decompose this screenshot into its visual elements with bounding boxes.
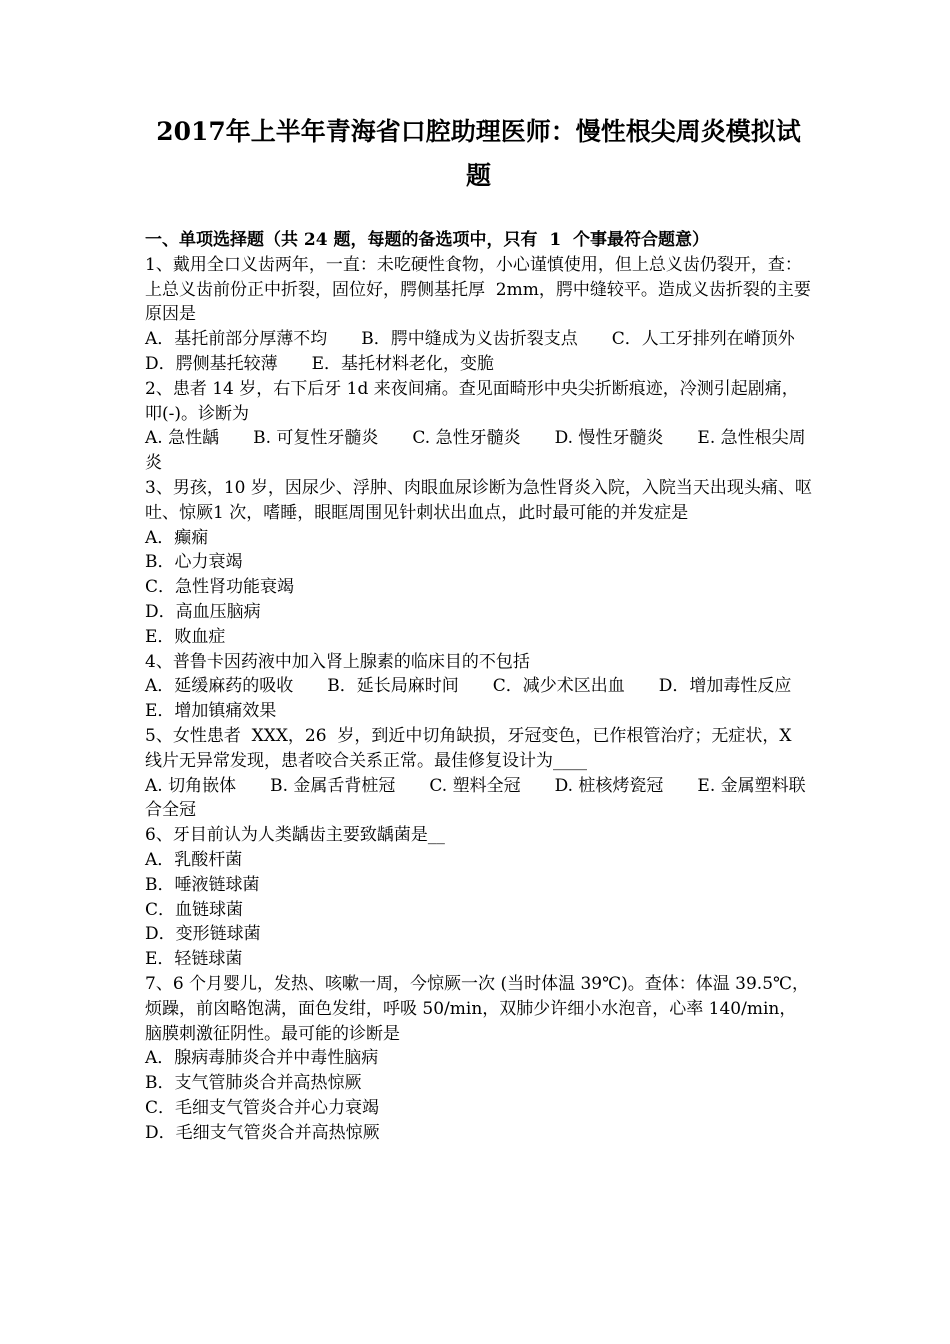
- question-6-option-b: B．唾液链球菌: [145, 874, 260, 895]
- question-3-stem: 3、男孩，10 岁，因尿少、浮肿、肉眼血尿诊断为急性肾炎入院，入院当天出现头痛、呕吐、惊厥1 次，嗜睡，眼眶周围见针刺状出血点，此时最可能的并发症是: [145, 477, 812, 523]
- document-body: [145, 228, 829, 1145]
- question-4-stem: 4、普鲁卡因药液中加入肾上腺素的临床目的不包括: [145, 651, 530, 672]
- question-4-options: A．延缓麻药的吸收 B．延长局麻时间 C．减少术区出血 D．增加毒性反应 E．增加镇痛效果: [145, 676, 826, 722]
- question-1-options: A．基托前部分厚薄不均 B．腭中缝成为义齿折裂支点 C．人工牙排列在嵴顶外 D．腭侧基托较薄 E．基托材料老化，变脆: [145, 329, 829, 374]
- question-2-options: A. 急性龋 B. 可复性牙髓炎 C. 急性牙髓炎 D. 慢性牙髓炎 E. 急性根尖周炎: [145, 428, 806, 474]
- question-3-option-a: A．癫痫: [145, 527, 209, 548]
- question-7-option-d: D．毛细支气管炎合并高热惊厥: [145, 1122, 380, 1143]
- question-3-option-c: C．急性肾功能衰竭: [145, 577, 295, 598]
- title-line-1: 2017年上半年青海省口腔助理医师：慢性根尖周炎模拟试: [156, 117, 801, 146]
- question-5-stem: 5、女性患者 XXX，26 岁，到近中切角缺损，牙冠变色，已作根管治疗；无症状，X 线片无异常发现，患者咬合关系正常。最佳修复设计为____: [145, 725, 797, 771]
- question-7-stem: 7、6 个月婴儿，发热、咳嗽一周，今惊厥一次 (当时体温 39℃)。查体：体温 39.5℃，烦躁，前囟略饱满，面色发绀，呼吸 50/min，双肺少许细小水泡音，心率 140/min，脑膜刺激征阴性。最可能的诊断是: [145, 973, 810, 1044]
- question-3-option-e: E．败血症: [145, 626, 226, 647]
- question-6-option-a: A．乳酸杆菌: [145, 849, 243, 870]
- question-7-option-c: C．毛细支气管炎合并心力衰竭: [145, 1097, 380, 1118]
- question-2-stem: 2、患者 14 岁，右下后牙 1d 来夜间痛。查见面畸形中央尖折断痕迹，冷测引起剧痛，叩(-)。诊断为: [145, 378, 799, 424]
- question-3-option-b: B．心力衰竭: [145, 552, 243, 573]
- question-7-option-b: B．支气管肺炎合并高热惊厥: [145, 1073, 362, 1094]
- question-6-option-c: C．血链球菌: [145, 899, 244, 920]
- question-3-option-d: D．高血压脑病: [145, 601, 261, 622]
- document-title: [145, 110, 812, 198]
- question-7-option-a: A．腺病毒肺炎合并中毒性脑病: [145, 1048, 379, 1069]
- question-6-option-d: D．变形链球菌: [145, 924, 261, 945]
- question-5-options: A. 切角嵌体 B. 金属舌背桩冠 C. 塑料全冠 D. 桩核烤瓷冠 E. 金属塑料联合全冠: [145, 775, 806, 821]
- title-line-2: 题: [465, 161, 491, 190]
- question-6-option-e: E．轻链球菌: [145, 949, 243, 970]
- question-1-stem: 1、戴用全口义齿两年，一直：未吃硬性食物，小心谨慎使用，但上总义齿仍裂开，查：上总义齿前份正中折裂，固位好，腭侧基托厚 2mm，腭中缝较平。造成义齿折裂的主要原因是: [145, 254, 811, 325]
- question-6-stem: 6、牙目前认为人类龋齿主要致龋菌是__: [145, 825, 445, 846]
- section-heading: 一、单项选择题（共 24 题，每题的备选项中，只有 1 个事最符合题意）: [145, 230, 709, 250]
